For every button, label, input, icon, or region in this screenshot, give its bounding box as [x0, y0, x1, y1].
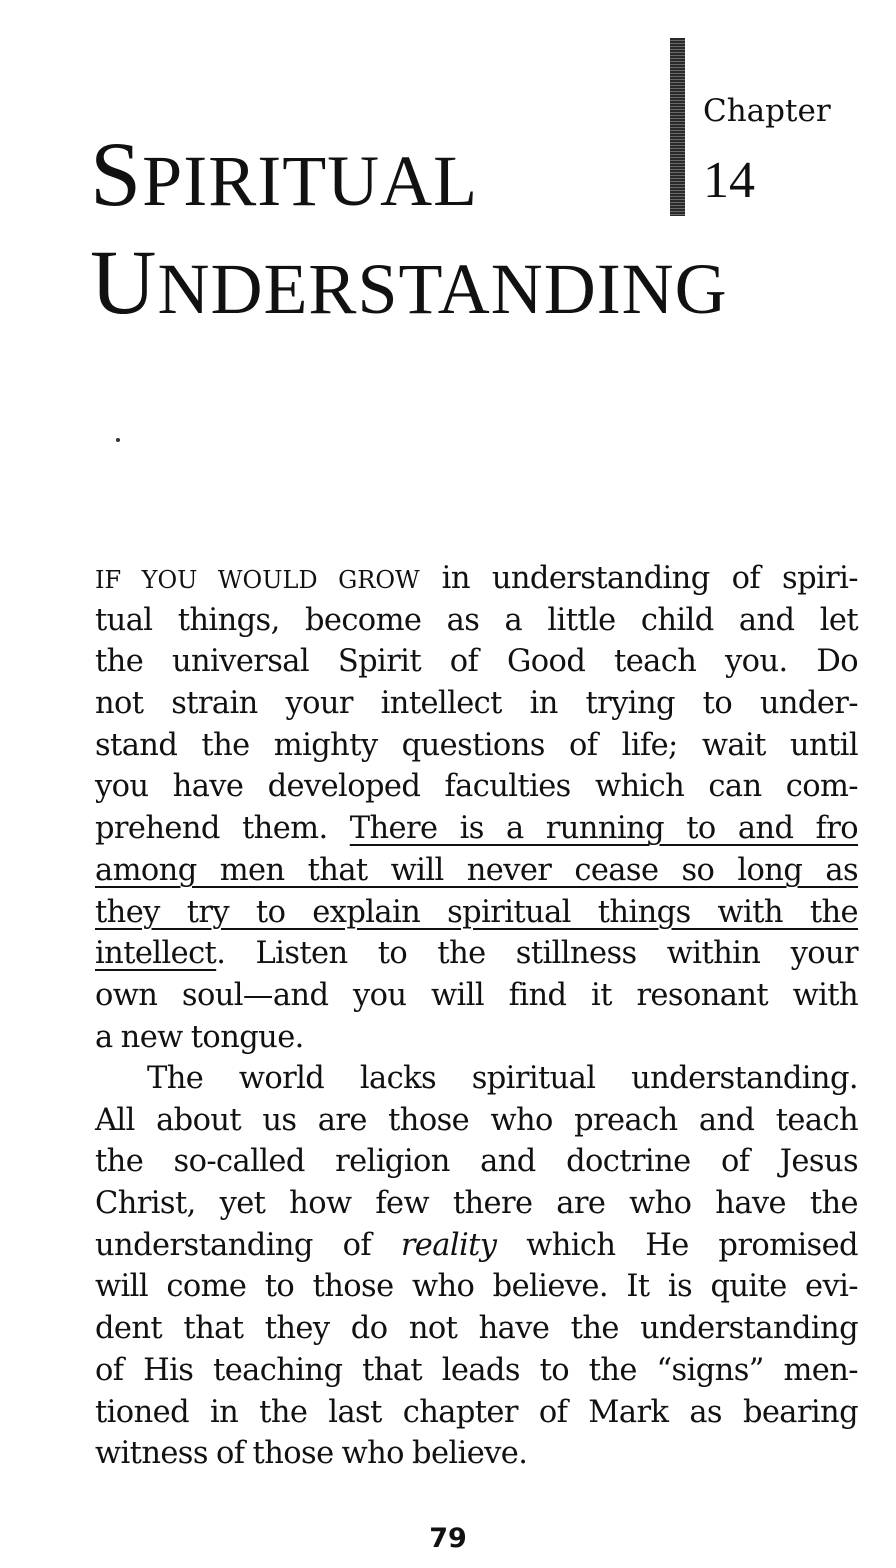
text-line: The world lacks spiritual understanding. [147, 1061, 858, 1096]
text-line: tioned in the last chapter of Mark as bearing [95, 1394, 858, 1430]
title-initial: U [90, 231, 158, 333]
text-line: stand the mighty questions of life; wait until [95, 727, 858, 763]
chapter-title-line-2 [90, 231, 728, 333]
text-line: not strain your intellect in trying to under- [95, 686, 858, 722]
chapter-divider-bar [670, 38, 685, 216]
text-line: IF YOU WOULD GROW in understanding of spiri- [95, 561, 858, 596]
underlined-line: among men that will never cease so long as [95, 852, 858, 888]
text-line: a new tongue. [95, 1019, 304, 1055]
chapter-number: 14 [703, 152, 755, 209]
underlined-line: they try to explain spiritual things with the [95, 894, 858, 930]
title-rest: NDERSTANDING [157, 249, 728, 329]
text-line: the universal Spirit of Good teach you. Do [95, 644, 858, 680]
text-line: intellect. Listen to the stillness within your [95, 936, 858, 972]
text-line: will come to those who believe. It is quite evi- [95, 1269, 858, 1305]
text-line: you have developed faculties which can com- [95, 769, 858, 805]
text-line: prehend them. There is a running to and fro [95, 811, 858, 847]
text-line: dent that they do not have the understanding [95, 1311, 858, 1347]
text-line: witness of those who believe. [95, 1436, 528, 1472]
print-speck [116, 438, 120, 442]
small-caps-lead-in: IF YOU WOULD GROW [95, 566, 420, 594]
title-initial: S [90, 123, 143, 225]
text-line: All about us are those who preach and teach [95, 1102, 858, 1138]
paragraph-2 [95, 1058, 858, 1475]
paragraph-1 [95, 558, 858, 1058]
chapter-label: Chapter [703, 93, 831, 129]
text-line: understanding of reality which He promised [95, 1227, 858, 1263]
underlined-passage: intellect [95, 936, 217, 972]
text-line: of His teaching that leads to the “signs” men- [95, 1352, 858, 1388]
page-number: 79 [429, 1523, 467, 1554]
text-line: own soul—and you will find it resonant with [95, 977, 858, 1013]
text-line: tual things, become as a little child and let [95, 602, 858, 638]
text-line: Christ, yet how few there are who have the [95, 1186, 858, 1222]
title-rest: PIRITUAL [142, 141, 479, 221]
text-line: the so-called religion and doctrine of Jesus [95, 1144, 858, 1180]
underlined-passage: There is a running to and fro [349, 811, 858, 847]
italic-word: reality [400, 1227, 497, 1263]
chapter-title-line-1 [90, 123, 479, 225]
